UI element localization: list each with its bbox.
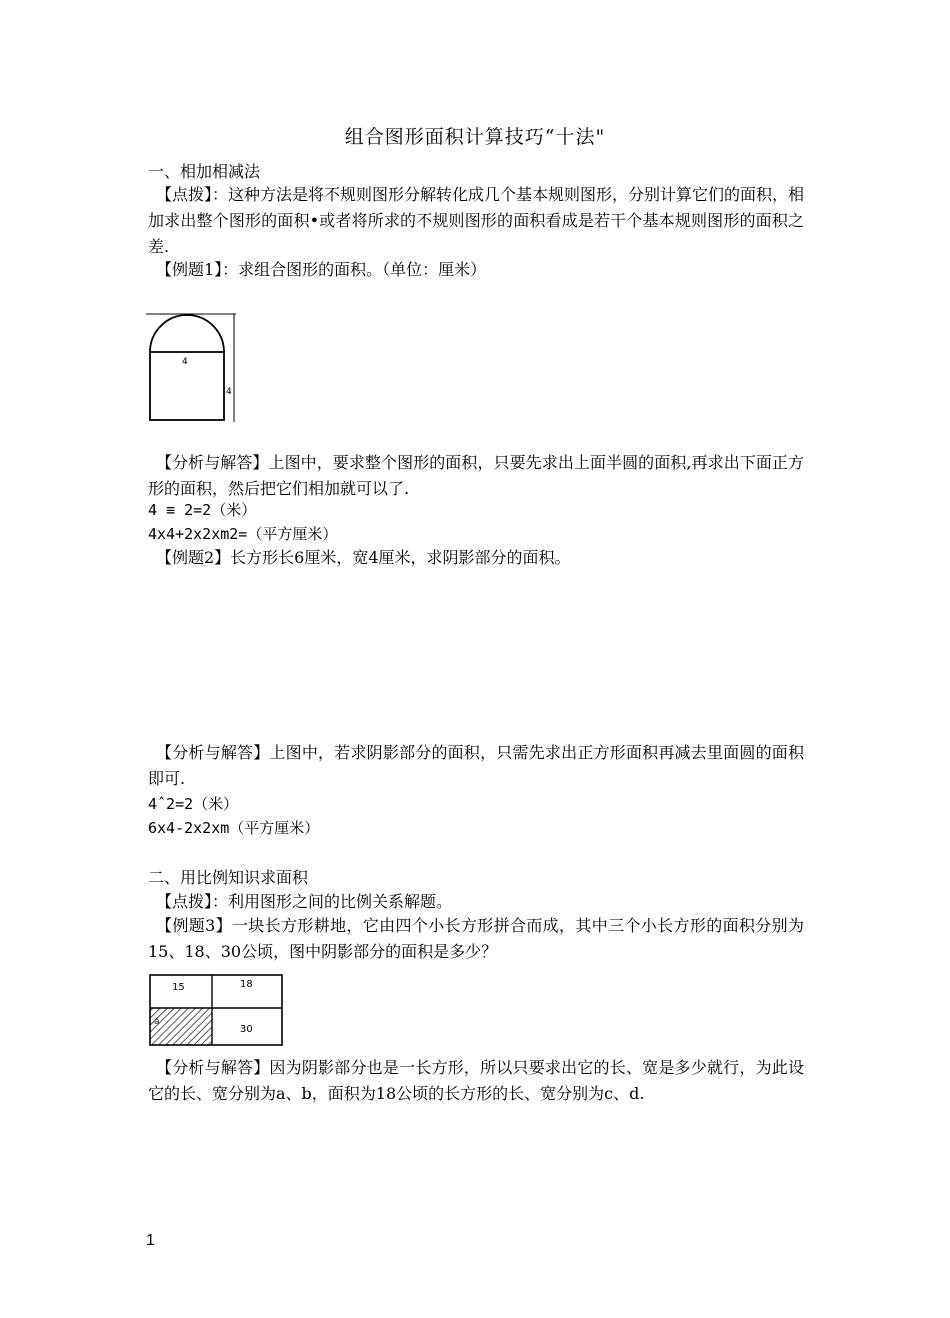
fig1-semicircle [150, 315, 224, 352]
example3-prompt: 【例题3】一块长方形耕地，它由四个小长方形拼合而成，其中三个小长方形的面积分别为15、18、30公顷，图中阴影部分的面积是多少？ [148, 916, 804, 961]
example2-prompt: 【例题2】长方形长6厘米，宽4厘米，求阴影部分的面积。 [156, 548, 571, 567]
example1-prompt: 【例题1】：求组合图形的面积。（单位：厘米） [156, 260, 487, 279]
calc1-line-b: 4x4+2x2xm2=（平方厘米） [148, 525, 338, 543]
calc1-line-a: 4 ≡ 2=2（米） [148, 501, 257, 519]
analysis3-text: 【分析与解答】因为阴影部分也是一长方形，所以只要求出它的长、宽是多少就行，为此设它的长、宽分别为a、b，面积为18公顷的长方形的长、宽分别为c、d. [148, 1058, 804, 1103]
section1-heading: 一、相加相减法 [148, 162, 261, 181]
section2-heading: 二、用比例知识求面积 [148, 868, 309, 887]
fig1-side-label: 4 [226, 387, 232, 397]
grid-label-bottom-right: 30 [240, 1024, 253, 1035]
analysis2-text: 【分析与解答】上图中，若求阴影部分的面积，只需先求出正方形面积再减去里面圆的面积即可. [148, 743, 804, 788]
page-title: 组合图形面积计算技巧“十法" [344, 126, 606, 148]
calc2-line-a: 4ˆ2=2（米） [148, 795, 239, 813]
calc2-line-b: 6x4-2x2xm（平方厘米） [148, 819, 320, 837]
section2-hint: 【点拨】：利用图形之间的比例关系解题。 [156, 892, 453, 911]
section1-hint: 【点拨】：这种方法是将不规则图形分解转化成几个基本规则图形，分别计算它们的面积，相加求出整个图形的面积•或者将所求的不规则图形的面积看成是若干个基本规则图形的面积之差. [148, 185, 805, 256]
figure-semicircle-square [144, 310, 240, 426]
grid-label-shaded: a [154, 1017, 160, 1027]
grid-label-top-right: 18 [240, 979, 253, 990]
page-number: 1 [146, 1232, 155, 1249]
fig1-inner-label: 4 [182, 357, 188, 367]
figure-rectangle-grid [146, 972, 286, 1050]
analysis1-text: 【分析与解答】上图中，要求整个图形的面积，只要先求出上面半圆的面积,再求出下面正方形的面积，然后把它们相加就可以了. [148, 453, 804, 498]
grid-label-top-left: 15 [172, 982, 185, 993]
